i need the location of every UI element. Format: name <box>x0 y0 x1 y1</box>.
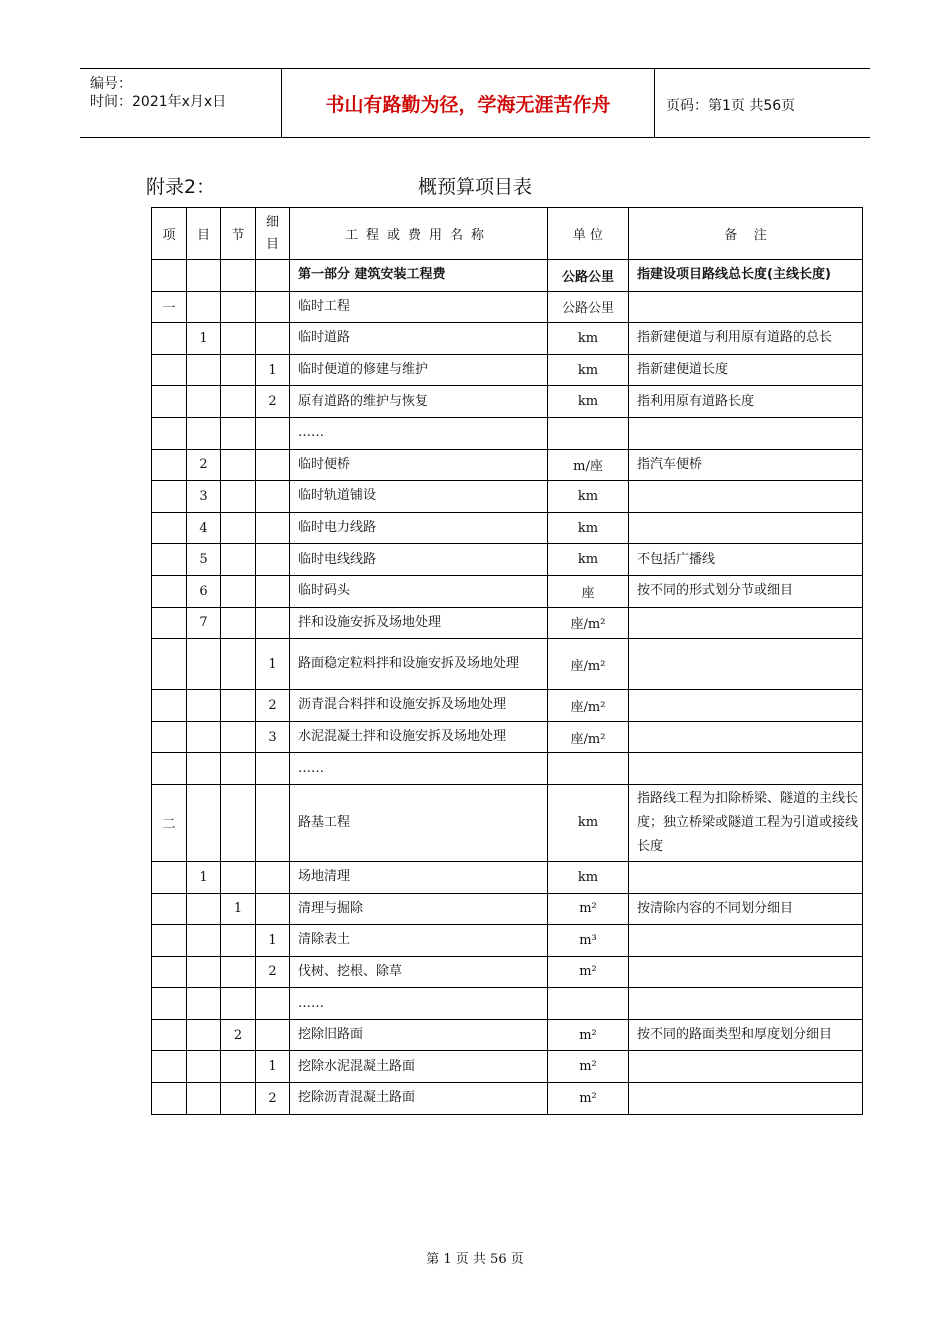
cell-note: 指利用原有道路长度 <box>629 386 863 418</box>
motto: 书山有路勤为径，学海无涯苦作舟 <box>282 69 655 137</box>
cell-mu <box>187 988 221 1020</box>
cell-ximu <box>256 575 290 607</box>
cell-name: 拌和设施安拆及场地处理 <box>290 607 548 639</box>
cell-ximu <box>256 784 290 861</box>
page-title: 概预算项目表 <box>418 176 533 198</box>
cell-xiang <box>152 481 187 513</box>
cell-xiang <box>152 753 187 785</box>
cell-mu: 3 <box>187 481 221 513</box>
cell-mu <box>187 291 221 323</box>
cell-mu <box>187 1083 221 1115</box>
cell-name: 临时轨道铺设 <box>290 481 548 513</box>
cell-unit: km <box>548 512 629 544</box>
cell-ximu: 1 <box>256 354 290 386</box>
cell-jie <box>221 690 256 722</box>
cell-note: 指建设项目路线总长度(主线长度) <box>629 260 863 292</box>
cell-jie <box>221 1051 256 1083</box>
cell-mu: 1 <box>187 861 221 893</box>
cell-unit: m² <box>548 1051 629 1083</box>
cell-ximu: 2 <box>256 1083 290 1115</box>
table-header-row <box>152 208 863 260</box>
cell-ximu: 2 <box>256 690 290 722</box>
cell-mu <box>187 784 221 861</box>
cell-unit <box>548 417 629 449</box>
cell-jie <box>221 291 256 323</box>
cell-name: 原有道路的维护与恢复 <box>290 386 548 418</box>
cell-name: 临时便桥 <box>290 449 548 481</box>
cell-xiang <box>152 721 187 753</box>
table-row <box>152 575 863 607</box>
cell-name: 临时电线线路 <box>290 544 548 576</box>
cell-note <box>629 417 863 449</box>
header-name: 工程或费用名称 <box>290 208 548 260</box>
cell-unit <box>548 988 629 1020</box>
cell-name: …… <box>290 417 548 449</box>
header-ximu: 细 目 <box>256 208 290 260</box>
cell-mu <box>187 1051 221 1083</box>
cell-note <box>629 988 863 1020</box>
cell-jie: 2 <box>221 1019 256 1051</box>
cell-ximu <box>256 607 290 639</box>
cell-jie <box>221 449 256 481</box>
cell-xiang <box>152 690 187 722</box>
cell-unit: m² <box>548 893 629 925</box>
cell-unit <box>548 753 629 785</box>
cell-jie <box>221 323 256 355</box>
cell-xiang <box>152 386 187 418</box>
cell-jie <box>221 721 256 753</box>
cell-xiang <box>152 1019 187 1051</box>
cell-xiang <box>152 260 187 292</box>
table-row <box>152 639 863 690</box>
cell-unit: 公路公里 <box>548 260 629 292</box>
cell-unit: km <box>548 386 629 418</box>
cell-ximu <box>256 753 290 785</box>
cell-unit: km <box>548 861 629 893</box>
cell-xiang <box>152 354 187 386</box>
cell-jie: 1 <box>221 893 256 925</box>
table-row <box>152 753 863 785</box>
cell-unit: km <box>548 323 629 355</box>
cell-unit: 公路公里 <box>548 291 629 323</box>
table-row <box>152 417 863 449</box>
header-jie: 节 <box>221 208 256 260</box>
table-row <box>152 1051 863 1083</box>
cell-name: 临时道路 <box>290 323 548 355</box>
cell-ximu: 1 <box>256 925 290 957</box>
table-row <box>152 607 863 639</box>
cell-ximu <box>256 893 290 925</box>
budget-item-table <box>151 207 863 1115</box>
cell-xiang <box>152 323 187 355</box>
table-row <box>152 260 863 292</box>
cell-note: 指新建便道与利用原有道路的总长 <box>629 323 863 355</box>
cell-note <box>629 861 863 893</box>
cell-jie <box>221 575 256 607</box>
cell-mu <box>187 386 221 418</box>
header-mu: 目 <box>187 208 221 260</box>
cell-xiang <box>152 639 187 690</box>
cell-mu <box>187 354 221 386</box>
cell-name: 场地清理 <box>290 861 548 893</box>
cell-xiang <box>152 956 187 988</box>
cell-name: 第一部分 建筑安装工程费 <box>290 260 548 292</box>
cell-note <box>629 639 863 690</box>
cell-jie <box>221 784 256 861</box>
cell-unit: 座/m² <box>548 721 629 753</box>
cell-name: 水泥混凝土拌和设施安拆及场地处理 <box>290 721 548 753</box>
cell-mu <box>187 956 221 988</box>
table-row <box>152 1019 863 1051</box>
cell-jie <box>221 386 256 418</box>
cell-note <box>629 690 863 722</box>
table-row <box>152 449 863 481</box>
cell-ximu <box>256 1019 290 1051</box>
cell-name: 清除表土 <box>290 925 548 957</box>
cell-mu: 1 <box>187 323 221 355</box>
table-row <box>152 386 863 418</box>
cell-xiang <box>152 417 187 449</box>
table-row <box>152 721 863 753</box>
cell-name: 挖除旧路面 <box>290 1019 548 1051</box>
cell-ximu <box>256 260 290 292</box>
cell-note: 指新建便道长度 <box>629 354 863 386</box>
cell-jie <box>221 354 256 386</box>
cell-mu: 7 <box>187 607 221 639</box>
cell-mu <box>187 260 221 292</box>
cell-name: …… <box>290 753 548 785</box>
cell-xiang <box>152 1051 187 1083</box>
header-meta <box>80 69 282 137</box>
cell-jie <box>221 925 256 957</box>
cell-mu <box>187 925 221 957</box>
cell-jie <box>221 544 256 576</box>
cell-xiang <box>152 893 187 925</box>
cell-ximu <box>256 323 290 355</box>
cell-xiang <box>152 449 187 481</box>
number-label: 编号： <box>90 76 132 92</box>
cell-xiang: 一 <box>152 291 187 323</box>
table-row <box>152 1083 863 1115</box>
cell-unit: m² <box>548 956 629 988</box>
cell-name: 挖除水泥混凝土路面 <box>290 1051 548 1083</box>
cell-ximu <box>256 481 290 513</box>
cell-mu: 6 <box>187 575 221 607</box>
cell-ximu <box>256 544 290 576</box>
cell-mu <box>187 639 221 690</box>
cell-jie <box>221 956 256 988</box>
table-row <box>152 988 863 1020</box>
appendix-label: 附录2： <box>146 176 216 198</box>
cell-name: 临时便道的修建与维护 <box>290 354 548 386</box>
cell-unit: 座/m² <box>548 690 629 722</box>
cell-note <box>629 925 863 957</box>
table-row <box>152 512 863 544</box>
table-row <box>152 323 863 355</box>
cell-unit: km <box>548 544 629 576</box>
cell-ximu <box>256 417 290 449</box>
cell-jie <box>221 260 256 292</box>
cell-mu: 5 <box>187 544 221 576</box>
cell-ximu: 1 <box>256 1051 290 1083</box>
cell-jie <box>221 481 256 513</box>
page-footer: 第 1 页 共 56 页 <box>426 1252 524 1267</box>
cell-name: 临时电力线路 <box>290 512 548 544</box>
cell-unit: m² <box>548 1083 629 1115</box>
cell-unit: km <box>548 481 629 513</box>
cell-ximu <box>256 449 290 481</box>
cell-xiang: 二 <box>152 784 187 861</box>
cell-note <box>629 512 863 544</box>
cell-mu <box>187 721 221 753</box>
cell-unit: m² <box>548 1019 629 1051</box>
cell-note: 按不同的形式划分节或细目 <box>629 575 863 607</box>
table-row <box>152 544 863 576</box>
cell-unit: km <box>548 784 629 861</box>
header-note: 备 注 <box>629 208 863 260</box>
page-info: 页码：第1页 共56页 <box>666 98 796 114</box>
cell-note <box>629 481 863 513</box>
cell-jie <box>221 417 256 449</box>
cell-note <box>629 291 863 323</box>
cell-name: 路基工程 <box>290 784 548 861</box>
cell-note <box>629 1083 863 1115</box>
table-row <box>152 291 863 323</box>
cell-mu: 2 <box>187 449 221 481</box>
cell-jie <box>221 861 256 893</box>
cell-ximu: 3 <box>256 721 290 753</box>
cell-note: 指汽车便桥 <box>629 449 863 481</box>
header-unit: 单 位 <box>548 208 629 260</box>
cell-xiang <box>152 544 187 576</box>
table-row <box>152 481 863 513</box>
cell-name: 清理与掘除 <box>290 893 548 925</box>
cell-note <box>629 1051 863 1083</box>
cell-ximu: 2 <box>256 956 290 988</box>
cell-mu <box>187 1019 221 1051</box>
time-label: 时间：2021年x月x日 <box>90 94 227 110</box>
table-row <box>152 925 863 957</box>
cell-xiang <box>152 607 187 639</box>
cell-jie <box>221 1083 256 1115</box>
table-row <box>152 784 863 861</box>
cell-ximu <box>256 861 290 893</box>
cell-unit: m/座 <box>548 449 629 481</box>
cell-note: 指路线工程为扣除桥梁、隧道的主线长度；独立桥梁或隧道工程为引道或接线长度 <box>629 784 863 861</box>
cell-xiang <box>152 575 187 607</box>
cell-mu: 4 <box>187 512 221 544</box>
cell-jie <box>221 512 256 544</box>
cell-xiang <box>152 861 187 893</box>
cell-name: 临时码头 <box>290 575 548 607</box>
cell-note: 不包括广播线 <box>629 544 863 576</box>
cell-mu <box>187 893 221 925</box>
cell-jie <box>221 988 256 1020</box>
cell-xiang <box>152 1083 187 1115</box>
cell-unit: 座 <box>548 575 629 607</box>
cell-name: …… <box>290 988 548 1020</box>
cell-note <box>629 956 863 988</box>
cell-xiang <box>152 988 187 1020</box>
cell-name: 沥青混合料拌和设施安拆及场地处理 <box>290 690 548 722</box>
cell-name: 路面稳定粒料拌和设施安拆及场地处理 <box>290 639 548 690</box>
cell-ximu <box>256 512 290 544</box>
cell-name: 临时工程 <box>290 291 548 323</box>
cell-unit: m³ <box>548 925 629 957</box>
cell-ximu <box>256 988 290 1020</box>
cell-xiang <box>152 925 187 957</box>
cell-note <box>629 753 863 785</box>
cell-mu <box>187 753 221 785</box>
cell-name: 伐树、挖根、除草 <box>290 956 548 988</box>
table-row <box>152 956 863 988</box>
page-header <box>80 68 870 138</box>
cell-jie <box>221 639 256 690</box>
cell-ximu: 2 <box>256 386 290 418</box>
table-row <box>152 354 863 386</box>
cell-note <box>629 607 863 639</box>
cell-ximu: 1 <box>256 639 290 690</box>
cell-unit: 座/m² <box>548 607 629 639</box>
cell-note <box>629 721 863 753</box>
table-row <box>152 893 863 925</box>
cell-xiang <box>152 512 187 544</box>
cell-ximu <box>256 291 290 323</box>
cell-unit: 座/m² <box>548 639 629 690</box>
cell-jie <box>221 607 256 639</box>
cell-unit: km <box>548 354 629 386</box>
cell-note: 按清除内容的不同划分细目 <box>629 893 863 925</box>
header-xiang: 项 <box>152 208 187 260</box>
table-row <box>152 690 863 722</box>
cell-name: 挖除沥青混凝土路面 <box>290 1083 548 1115</box>
cell-mu <box>187 690 221 722</box>
table-row <box>152 861 863 893</box>
cell-note: 按不同的路面类型和厚度划分细目 <box>629 1019 863 1051</box>
cell-jie <box>221 753 256 785</box>
cell-mu <box>187 417 221 449</box>
